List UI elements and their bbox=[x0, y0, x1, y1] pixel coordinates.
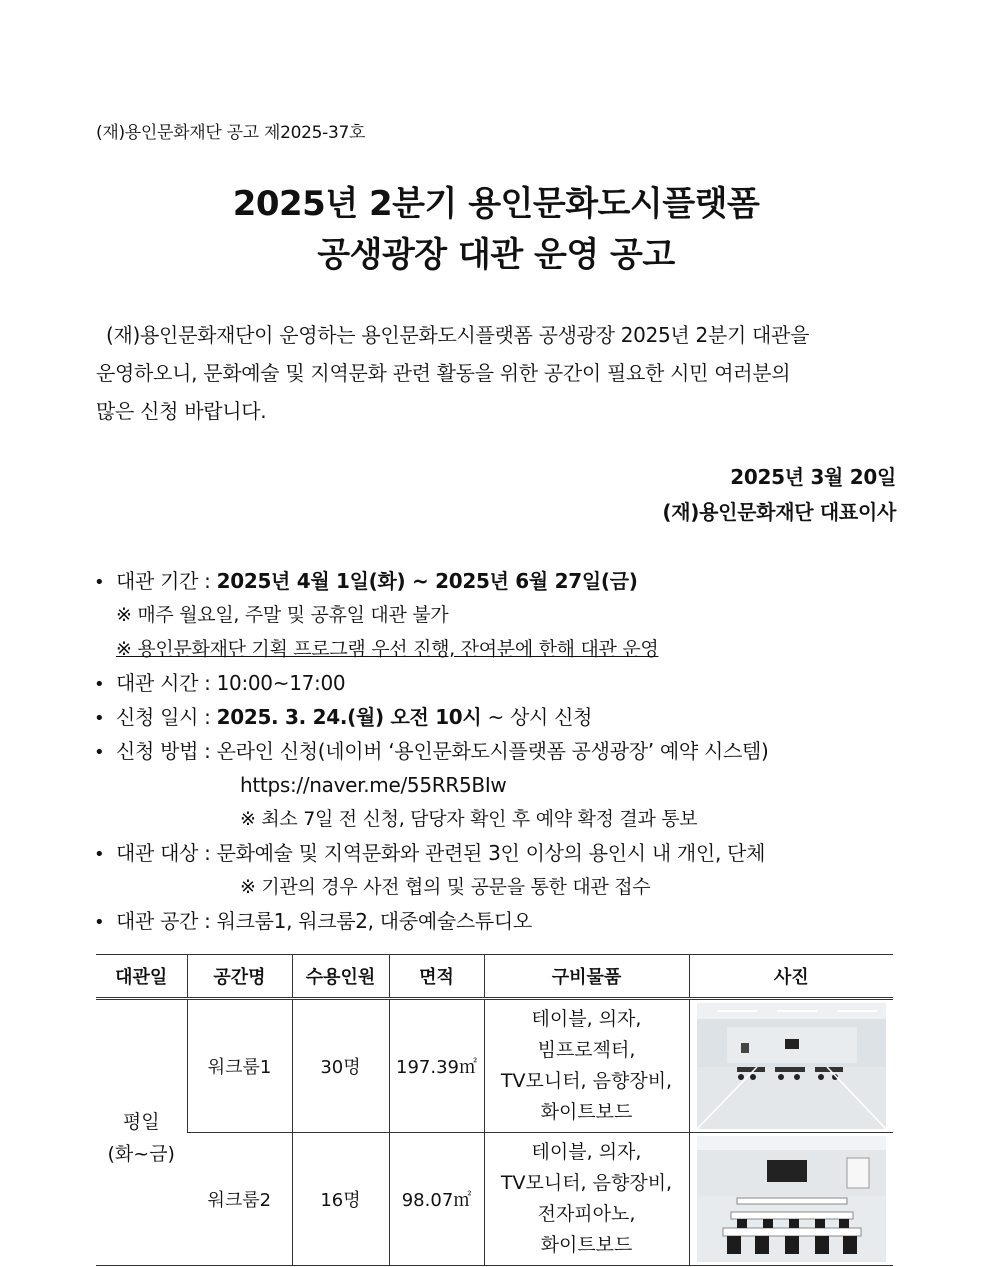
notice-date: 2025년 3월 20일 bbox=[730, 465, 896, 489]
list-item-spaces: • 대관 공간 : 워크룸1, 워크룸2, 대중예술스튜디오 bbox=[94, 904, 914, 938]
reservation-link[interactable]: https://naver.me/55RR5BIw bbox=[240, 773, 507, 797]
issuer: (재)용인문화재단 대표이사 bbox=[662, 500, 896, 524]
list-item-target: • 대관 대상 : 문화예술 및 지역문화와 관련된 3인 이상의 용인시 내 개인, 단체 bbox=[94, 836, 914, 870]
bullet-icon: • bbox=[94, 742, 105, 763]
list-item-period: • 대관 기간 : 2025년 4월 1일(화) ~ 2025년 6월 27일(금) bbox=[94, 564, 914, 598]
table-header-row bbox=[96, 955, 893, 999]
rental-table bbox=[96, 954, 893, 1266]
list-item-apply-method: • 신청 방법 : 온라인 신청(네이버 ‘용인문화도시플랫폼 공생광장’ 예약 시스템) bbox=[94, 734, 914, 768]
period-label: 대관 기간 bbox=[116, 569, 199, 593]
bullet-icon: • bbox=[94, 844, 105, 865]
target-note: ※ 기관의 경우 사전 협의 및 공문을 통한 대관 접수 bbox=[240, 876, 651, 898]
target-label: 대관 대상 bbox=[116, 841, 199, 865]
apply-date-value: 2025. 3. 24.(월) 오전 10시 bbox=[216, 705, 482, 729]
period-value: 2025년 4월 1일(화) ~ 2025년 6월 27일(금) bbox=[216, 569, 638, 593]
table-row bbox=[96, 1133, 893, 1266]
day-line-1: 평일 bbox=[122, 1110, 160, 1133]
equipment-cell: 테이블, 의자, TV모니터, 음향장비, 전자피아노, 화이트보드 bbox=[484, 1133, 689, 1266]
spaces-label: 대관 공간 bbox=[116, 909, 199, 933]
capacity-cell: 30명 bbox=[292, 999, 389, 1133]
capacity-cell: 16명 bbox=[292, 1133, 389, 1266]
period-note-1: ※ 매주 월요일, 주말 및 공휴일 대관 불가 bbox=[116, 604, 449, 626]
spaces-value: 워크룸1, 워크룸2, 대중예술스튜디오 bbox=[216, 909, 532, 933]
notice-number: (재)용인문화재단 공고 제2025-37호 bbox=[96, 123, 366, 143]
header-equipment: 구비물품 bbox=[484, 955, 689, 999]
header-photo: 사진 bbox=[689, 955, 893, 999]
photo-cell bbox=[689, 1133, 893, 1266]
list-item-apply-date: • 신청 일시 : 2025. 3. 24.(월) 오전 10시 ~ 상시 신청 bbox=[94, 700, 914, 734]
title-line-1: 2025년 2분기 용인문화도시플랫폼 bbox=[232, 184, 760, 224]
space-name-cell: 워크룸1 bbox=[187, 999, 292, 1133]
workroom1-photo bbox=[697, 1003, 886, 1129]
bullet-icon: • bbox=[94, 572, 105, 593]
list-item-hours: • 대관 시간 : 10:00~17:00 bbox=[94, 666, 914, 700]
bullet-icon: • bbox=[94, 912, 105, 933]
equipment-cell: 테이블, 의자, 빔프로젝터, TV모니터, 음향장비, 화이트보드 bbox=[484, 999, 689, 1133]
apply-method-note: ※ 최소 7일 전 신청, 담당자 확인 후 예약 확정 결과 통보 bbox=[240, 808, 698, 830]
period-note-2: ※ 용인문화재단 기획 프로그램 우선 진행, 잔여분에 한해 대관 운영 bbox=[116, 638, 659, 660]
target-value: 문화예술 및 지역문화와 관련된 3인 이상의 용인시 내 개인, 단체 bbox=[216, 841, 766, 865]
bullet-icon: • bbox=[94, 674, 105, 695]
intro-line: (재)용인문화재단이 운영하는 용인문화도시플랫폼 공생광장 2025년 2분기 대관을 bbox=[106, 323, 810, 347]
bullet-icon: • bbox=[94, 708, 105, 729]
apply-date-rest: ~ 상시 신청 bbox=[487, 705, 593, 729]
apply-method-label: 신청 방법 bbox=[116, 739, 199, 763]
hours-label: 대관 시간 bbox=[116, 671, 199, 695]
day-line-2: (화~금) bbox=[107, 1142, 175, 1165]
area-cell: 197.39㎡ bbox=[389, 999, 484, 1133]
workroom2-photo bbox=[697, 1136, 886, 1262]
intro-paragraph bbox=[96, 316, 896, 430]
header-space-name: 공간명 bbox=[187, 955, 292, 999]
day-cell bbox=[96, 999, 187, 1266]
space-name-cell: 워크룸2 bbox=[187, 1133, 292, 1266]
header-capacity: 수용인원 bbox=[292, 955, 389, 999]
table-row bbox=[96, 999, 893, 1133]
header-day: 대관일 bbox=[96, 955, 187, 999]
area-cell: 98.07㎡ bbox=[389, 1133, 484, 1266]
hours-value: 10:00~17:00 bbox=[216, 671, 346, 695]
intro-line: 많은 신청 바랍니다. bbox=[96, 399, 267, 423]
details-list bbox=[94, 564, 914, 938]
apply-date-label: 신청 일시 bbox=[116, 705, 199, 729]
title-line-2: 공생광장 대관 운영 공고 bbox=[317, 235, 675, 275]
intro-line: 운영하오니, 문화예술 및 지역문화 관련 활동을 위한 공간이 필요한 시민 여러분의 bbox=[96, 361, 791, 385]
header-area: 면적 bbox=[389, 955, 484, 999]
photo-cell bbox=[689, 999, 893, 1133]
apply-method-value: 온라인 신청(네이버 ‘용인문화도시플랫폼 공생광장’ 예약 시스템) bbox=[216, 739, 769, 763]
